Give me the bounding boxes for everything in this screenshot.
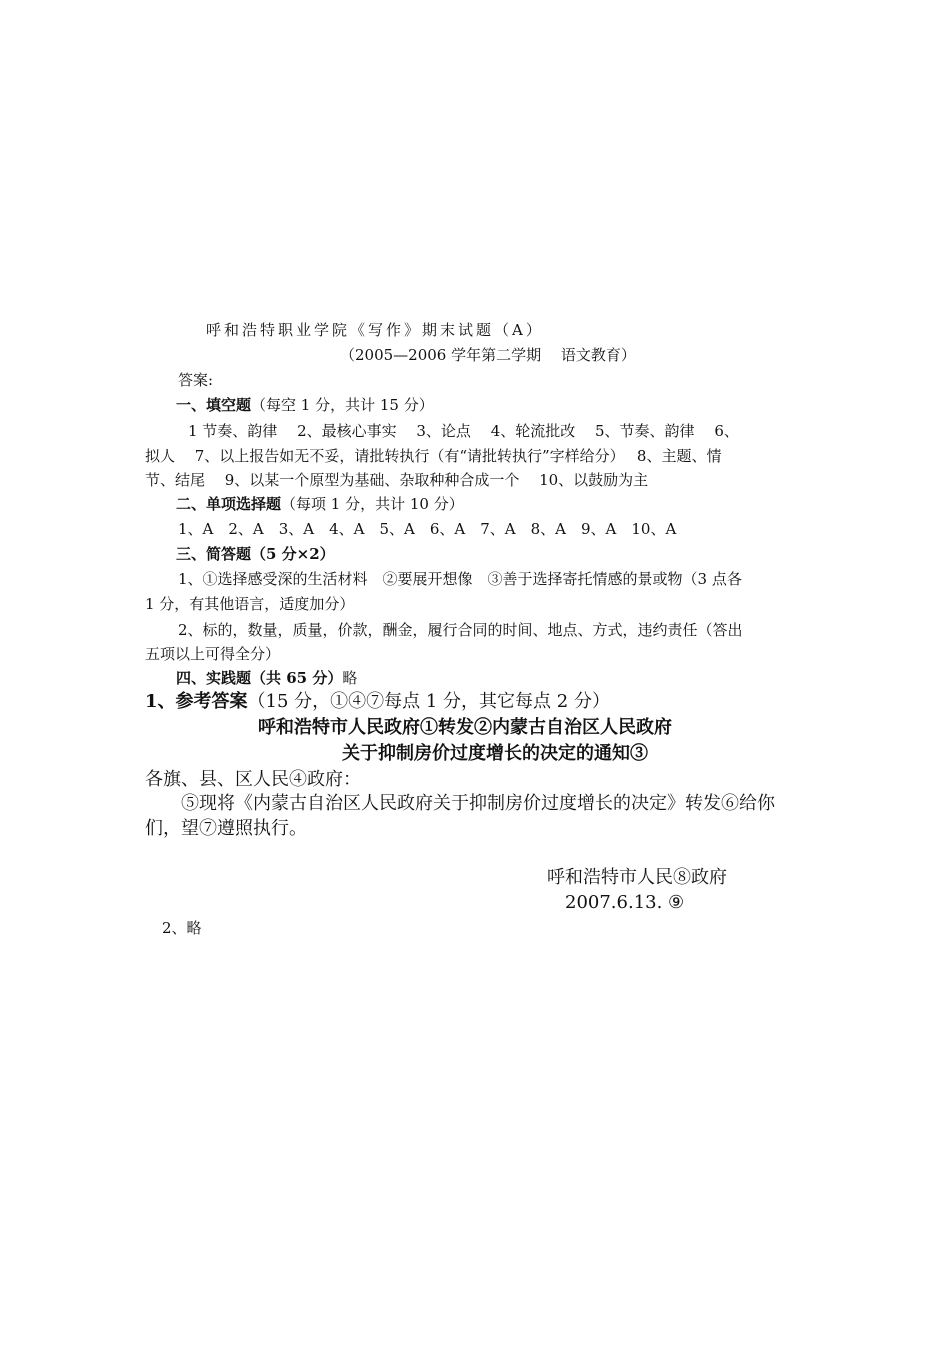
section2-answers: 1、A 2、A 3、A 4、A 5、A 6、A 7、A 8、A 9、A 10、A: [178, 520, 677, 538]
section1-line: 节、结尾 9、以某一个原型为基础、杂取种种合成一个 10、以鼓励为主: [145, 471, 649, 489]
page-title: 呼和浩特职业学院《写作》期末试题（A）: [206, 321, 544, 339]
notice-signature: 呼和浩特市人民⑧政府: [547, 867, 727, 888]
section1-line: 拟人 7、以上报告如无不妥，请批转执行（有“请批转执行”字样给分） 8、主题、情: [145, 447, 722, 465]
section2-title: 二、单项选择题: [176, 495, 282, 513]
section3-heading: 三、简答题（5 分×2）: [176, 545, 335, 563]
section1-title: 一、填空题: [176, 396, 252, 414]
page-subtitle: （2005—2006 学年第二学期 语文教育）: [340, 346, 636, 364]
section1-heading: [176, 395, 434, 415]
section3-line: 2、标的，数量，质量，价款，酬金，履行合同的时间、地点、方式，违约责任（答出: [178, 621, 743, 639]
notice-body-line2: 们，望⑦遵照执行。: [145, 818, 307, 839]
item2-answer: 2、略: [162, 919, 202, 937]
section3-line: 1、①选择感受深的生活材料 ②要展开想像 ③善于选择寄托情感的景或物（3 点各: [178, 570, 742, 588]
reference-answer-heading: [145, 690, 610, 714]
section2-heading: [176, 494, 464, 514]
notice-title-line1: 呼和浩特市人民政府①转发②内蒙古自治区人民政府: [258, 717, 672, 738]
notice-title-line2: 关于抑制房价过度增长的决定的通知③: [342, 743, 648, 764]
section4-heading: [176, 668, 357, 688]
reference-answer-label: 1、参考答案: [145, 691, 248, 712]
answer-label: 答案:: [178, 371, 214, 389]
section1-note: （每空 1 分，共计 15 分）: [251, 396, 434, 414]
notice-date: 2007.6.13. ⑨: [565, 892, 685, 913]
notice-salutation: 各旗、县、区人民④政府：: [145, 769, 361, 790]
section3-line: 五项以上可得全分）: [145, 645, 281, 663]
section2-note: （每项 1 分，共计 10 分）: [281, 495, 464, 513]
section4-title: 四、实践题（共 65 分）: [176, 669, 343, 687]
section3-line: 1 分，有其他语言，适度加分）: [145, 595, 355, 613]
section1-line: 1 节奏、韵律 2、最核心事实 3、论点 4、轮流批改 5、节奏、韵律 6、: [188, 422, 739, 440]
section4-note: 略: [342, 669, 358, 687]
reference-answer-note: （15 分，①④⑦每点 1 分，其它每点 2 分）: [247, 691, 610, 712]
notice-body-line1: ⑤现将《内蒙古自治区人民政府关于抑制房价过度增长的决定》转发⑥给你: [181, 793, 775, 814]
